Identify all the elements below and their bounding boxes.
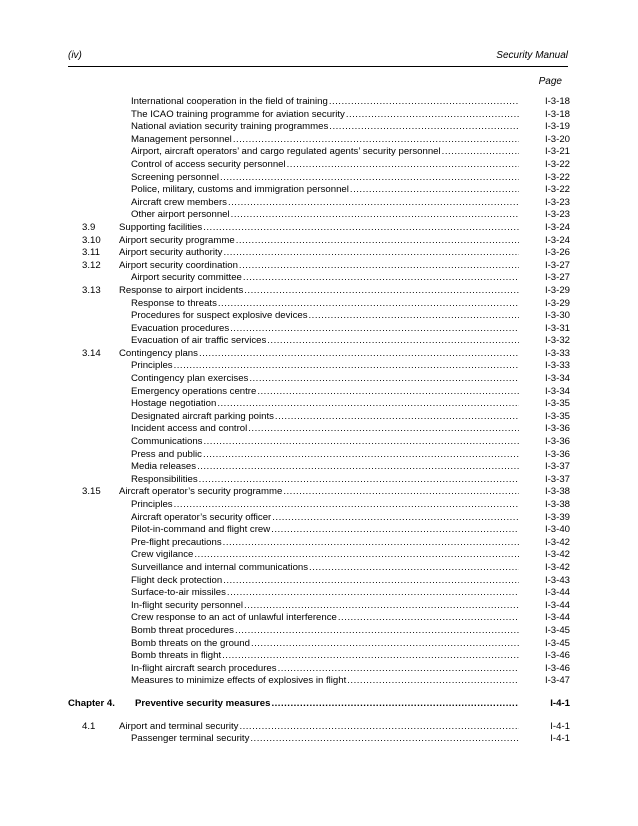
toc-entry-title: Bomb threats in flight: [131, 650, 222, 662]
toc-entry-title-line: [131, 549, 519, 562]
toc-entry-page: I-3-44: [544, 587, 570, 599]
dot-leader: [271, 524, 519, 537]
toc-entry-title-line: [131, 360, 519, 373]
toc-entry-page: I-3-33: [544, 360, 570, 372]
toc-entry-title: Pre-flight precautions: [131, 536, 222, 548]
toc-entry-number: Chapter 4.: [68, 697, 115, 709]
toc-entry-number: 3.14: [82, 347, 101, 359]
toc-entry-title-line: [131, 386, 519, 399]
dot-leader: [243, 272, 519, 285]
toc-entry-title: Airport and terminal security: [119, 720, 239, 732]
dot-leader: [194, 549, 519, 562]
toc-entry-title: Contingency plan exercises: [131, 373, 249, 385]
toc-entry-title: Screening personnel: [131, 171, 220, 183]
toc-entry-title-line: [131, 474, 519, 487]
toc-entry-title-line: [131, 159, 519, 172]
toc-entry-title-line: [131, 121, 519, 134]
dot-leader: [249, 373, 519, 386]
toc-entry-title: Airport security authority: [119, 247, 223, 259]
toc-entry-page: I-3-18: [544, 96, 570, 107]
toc-subsection-entry[interactable]: [0, 298, 638, 311]
toc-entry-title: Procedures for suspect explosive devices: [131, 310, 308, 322]
toc-entry-title: Control of access security personnel: [131, 158, 286, 170]
toc-subsection-entry[interactable]: [0, 587, 638, 600]
toc-entry-title: The ICAO training programme for aviation security: [131, 108, 345, 120]
toc-entry-title-line: [119, 348, 519, 361]
dot-leader: [346, 109, 519, 122]
toc-entry-title: Hostage negotiation: [131, 398, 217, 410]
toc-entry-page: I-3-20: [544, 133, 570, 145]
toc-entry-page: I-3-19: [544, 121, 570, 133]
toc-entry-title-line: [131, 575, 519, 588]
dot-leader: [350, 184, 519, 197]
toc-entry-title-line: [131, 172, 519, 185]
page-number-roman: (iv): [68, 50, 82, 61]
toc-entry-page: I-3-44: [544, 599, 570, 611]
toc-entry-title-line: [131, 398, 519, 411]
toc-entry-title: Police, military, customs and immigration personnel: [131, 184, 349, 196]
toc-entry-title: Airport security committee: [131, 272, 242, 284]
toc-entry-title: Flight deck protection: [131, 574, 223, 586]
toc-entry-page: I-3-45: [544, 637, 570, 649]
toc-subsection-entry[interactable]: [0, 159, 638, 172]
dot-leader: [347, 675, 519, 688]
toc-subsection-entry[interactable]: [0, 172, 638, 185]
toc-subsection-entry[interactable]: [0, 386, 638, 399]
toc-entry-title-line: [135, 698, 519, 711]
toc-entry-title: Response to threats: [131, 297, 217, 309]
toc-entry-title-line: [119, 486, 519, 499]
dot-leader: [197, 461, 519, 474]
toc-entry-page: I-3-24: [544, 234, 570, 246]
page-column-label: Page: [538, 76, 562, 87]
toc-entry-title: Contingency plans: [119, 347, 198, 359]
toc-entry-title: In-flight security personnel: [131, 599, 243, 611]
toc-entry-title-line: [131, 436, 519, 449]
toc-entry-title-line: [119, 222, 519, 235]
toc-entry-page: I-3-40: [544, 524, 570, 536]
toc-entry-page: I-3-22: [544, 158, 570, 170]
toc-entry-title-line: [131, 537, 519, 550]
toc-entry-title-line: [131, 184, 519, 197]
toc-entry-page: I-3-23: [544, 209, 570, 221]
dot-leader: [275, 411, 519, 424]
toc-subsection-entry[interactable]: [0, 96, 638, 109]
toc-entry-page: I-3-29: [544, 297, 570, 309]
toc-entry-title: Incident access and control: [131, 423, 248, 435]
dot-leader: [199, 474, 519, 487]
toc-entry-page: I-3-35: [544, 398, 570, 410]
toc-subsection-entry[interactable]: [0, 612, 638, 625]
toc-entry-title: Media releases: [131, 461, 197, 473]
toc-entry-page: I-3-34: [544, 385, 570, 397]
toc-entry-title: Measures to minimize effects of explosives in flight: [131, 675, 347, 687]
dot-leader: [223, 247, 519, 260]
toc-entry-title-line: [131, 625, 519, 638]
toc-entry-number: 3.12: [82, 259, 101, 271]
toc-entry-page: I-3-37: [544, 461, 570, 473]
toc-entry-title: Crew vigilance: [131, 549, 194, 561]
toc-entry-page: I-3-36: [544, 436, 570, 448]
dot-leader: [267, 335, 519, 348]
toc-subsection-entry[interactable]: [0, 625, 638, 638]
dot-leader: [203, 222, 519, 235]
toc-section-entry[interactable]: [0, 247, 638, 260]
toc-subsection-entry[interactable]: [0, 449, 638, 462]
toc-entry-title: Airport security programme: [119, 234, 235, 246]
toc-entry-page: I-4-1: [550, 697, 570, 709]
toc-entry-title-line: [119, 247, 519, 260]
toc-entry-title: Principles: [131, 499, 173, 510]
toc-subsection-entry[interactable]: [0, 109, 638, 122]
dot-leader: [222, 650, 519, 663]
toc-subsection-entry[interactable]: [0, 121, 638, 134]
toc-entry-page: I-4-1: [550, 720, 570, 732]
toc-subsection-entry[interactable]: [0, 675, 638, 688]
toc-subsection-entry[interactable]: [0, 146, 638, 159]
toc-entry-page: I-3-32: [544, 335, 570, 347]
toc-entry-title: In-flight aircraft search procedures: [131, 662, 277, 674]
toc-entry-title: Crew response to an act of unlawful interference: [131, 612, 337, 624]
toc-entry-title-line: [131, 638, 519, 651]
toc-subsection-entry[interactable]: [0, 411, 638, 424]
toc-chapter-entry[interactable]: [0, 698, 638, 711]
dot-leader: [233, 134, 519, 147]
toc-entry-title: Response to airport incidents: [119, 284, 244, 296]
toc-subsection-entry[interactable]: [0, 323, 638, 336]
dot-leader: [227, 587, 519, 600]
toc-subsection-entry[interactable]: [0, 209, 638, 222]
toc-entry-page: I-3-26: [544, 247, 570, 259]
toc-entry-title-line: [119, 285, 519, 298]
toc-entry-page: I-3-42: [544, 549, 570, 561]
toc-entry-number: 3.9: [82, 221, 96, 233]
dot-leader: [223, 575, 519, 588]
toc-entry-page: I-3-18: [544, 108, 570, 120]
toc-entry-title-line: [131, 733, 519, 746]
toc-entry-number: 3.15: [82, 486, 101, 498]
dot-leader: [236, 235, 519, 248]
toc-entry-title: Airport security coordination: [119, 259, 238, 271]
toc-entry-title: Aircraft operator’s security officer: [131, 511, 272, 523]
toc-entry-page: I-3-34: [544, 373, 570, 385]
toc-entry-page: I-3-42: [544, 561, 570, 573]
toc-subsection-entry[interactable]: [0, 537, 638, 550]
toc-entry-title-line: [131, 562, 519, 575]
toc-entry-title-line: [131, 109, 519, 122]
toc-entry-page: I-3-21: [544, 146, 570, 158]
dot-leader: [248, 423, 519, 436]
toc-entry-title: Airport, aircraft operators’ and cargo regulated agents’ security personnel: [131, 146, 441, 158]
toc-subsection-entry[interactable]: [0, 562, 638, 575]
toc-spacer: [0, 688, 638, 698]
toc-entry-page: I-3-36: [544, 448, 570, 460]
toc-entry-title: Responsibilities: [131, 473, 198, 485]
toc-entry-number: 3.10: [82, 234, 101, 246]
toc-entry-title: Evacuation of air traffic services: [131, 335, 267, 347]
dot-leader: [244, 285, 519, 298]
toc-entry-page: I-3-38: [544, 486, 570, 498]
dot-leader: [309, 562, 519, 575]
toc-entry-title: Passenger terminal security: [131, 733, 250, 745]
toc-entry-title: Preventive security measures: [135, 697, 271, 709]
toc-entry-page: I-3-47: [544, 675, 570, 687]
toc-entry-title-line: [131, 423, 519, 436]
toc-entry-page: I-3-33: [544, 347, 570, 359]
dot-leader: [257, 386, 519, 399]
toc-entry-title-line: [131, 650, 519, 663]
toc-entry-title-line: [131, 587, 519, 600]
running-header: [68, 50, 568, 64]
toc-subsection-entry[interactable]: [0, 499, 638, 512]
toc-entry-title-line: [131, 146, 519, 159]
toc-subsection-entry[interactable]: [0, 134, 638, 147]
toc-entry-page: I-3-29: [544, 284, 570, 296]
toc-entry-title-line: [131, 310, 519, 323]
toc-subsection-entry[interactable]: [0, 184, 638, 197]
toc-entry-title-line: [119, 721, 519, 734]
toc-entry-title-line: [131, 663, 519, 676]
toc-subsection-entry[interactable]: [0, 373, 638, 386]
toc-subsection-entry[interactable]: [0, 650, 638, 663]
dot-leader: [442, 146, 519, 159]
toc-entry-page: I-3-39: [544, 511, 570, 523]
toc-subsection-entry[interactable]: [0, 549, 638, 562]
dot-leader: [329, 121, 519, 134]
toc-entry-title-line: [131, 373, 519, 386]
toc-entry-page: I-3-35: [544, 410, 570, 422]
dot-leader: [278, 663, 519, 676]
toc-entry-title: Other airport personnel: [131, 209, 230, 221]
toc-entry-page: I-3-37: [544, 473, 570, 485]
dot-leader: [230, 323, 519, 336]
dot-leader: [250, 733, 519, 746]
toc-entry-title-line: [119, 260, 519, 273]
toc-entry-page: I-3-43: [544, 574, 570, 586]
header-rule: [68, 66, 568, 67]
dot-leader: [251, 638, 519, 651]
dot-leader: [220, 172, 519, 185]
toc-entry-title: Aircraft crew members: [131, 196, 227, 208]
toc-entry-title-line: [131, 134, 519, 147]
toc-section-entry[interactable]: [0, 721, 638, 734]
toc-entry-title-line: [131, 411, 519, 424]
toc-subsection-entry[interactable]: [0, 272, 638, 285]
toc-entry-page: I-3-27: [544, 272, 570, 284]
toc-entry-page: I-3-30: [544, 310, 570, 322]
toc-entry-title-line: [131, 600, 519, 613]
toc-subsection-entry[interactable]: [0, 360, 638, 373]
toc-section-entry[interactable]: [0, 260, 638, 273]
toc-section-entry[interactable]: [0, 285, 638, 298]
toc-entry-page: I-3-46: [544, 650, 570, 662]
toc-subsection-entry[interactable]: [0, 512, 638, 525]
toc-subsection-entry[interactable]: [0, 733, 638, 746]
toc-entry-page: I-4-1: [550, 733, 570, 745]
dot-leader: [244, 600, 519, 613]
toc-subsection-entry[interactable]: [0, 197, 638, 210]
toc-entry-title-line: [131, 209, 519, 222]
toc-subsection-entry[interactable]: [0, 461, 638, 474]
toc-entry-title-line: [131, 197, 519, 210]
table-of-contents: [0, 96, 638, 746]
toc-entry-title-line: [131, 512, 519, 525]
toc-entry-title: Bomb threat procedures: [131, 624, 234, 636]
dot-leader: [203, 449, 519, 462]
toc-entry-title-line: [131, 298, 519, 311]
document-title: Security Manual: [496, 50, 568, 61]
dot-leader: [228, 197, 519, 210]
toc-entry-title: Emergency operations centre: [131, 385, 257, 397]
dot-leader: [239, 721, 519, 734]
toc-entry-title: Management personnel: [131, 133, 232, 145]
toc-entry-page: I-3-36: [544, 423, 570, 435]
dot-leader: [287, 159, 519, 172]
dot-leader: [239, 260, 519, 273]
toc-entry-page: I-3-22: [544, 171, 570, 183]
toc-entry-page: I-3-42: [544, 536, 570, 548]
toc-entry-title: Bomb threats on the ground: [131, 637, 250, 649]
toc-entry-title-line: [131, 335, 519, 348]
toc-section-entry[interactable]: [0, 486, 638, 499]
toc-entry-title: Pilot-in-command and flight crew: [131, 524, 271, 536]
toc-entry-title: National aviation security training programmes: [131, 121, 329, 133]
dot-leader: [309, 310, 519, 323]
toc-entry-title-line: [119, 235, 519, 248]
toc-entry-title-line: [131, 449, 519, 462]
toc-entry-page: I-3-46: [544, 662, 570, 674]
toc-entry-title: Principles: [131, 360, 173, 372]
toc-section-entry[interactable]: [0, 235, 638, 248]
toc-entry-page: I-3-44: [544, 612, 570, 624]
toc-entry-page: I-3-22: [544, 184, 570, 196]
toc-entry-title: Communications: [131, 436, 203, 448]
dot-leader: [231, 209, 519, 222]
toc-entry-title-line: [131, 499, 519, 512]
dot-leader: [217, 398, 519, 411]
toc-entry-page: I-3-38: [544, 499, 570, 510]
toc-entry-number: 3.13: [82, 284, 101, 296]
toc-subsection-entry[interactable]: [0, 398, 638, 411]
toc-entry-title: Evacuation procedures: [131, 322, 230, 334]
toc-subsection-entry[interactable]: [0, 423, 638, 436]
toc-subsection-entry[interactable]: [0, 335, 638, 348]
toc-subsection-entry[interactable]: [0, 524, 638, 537]
toc-subsection-entry[interactable]: [0, 600, 638, 613]
toc-entry-number: 3.11: [82, 247, 100, 259]
toc-spacer: [0, 711, 638, 721]
dot-leader: [338, 612, 519, 625]
toc-entry-number: 4.1: [82, 720, 96, 732]
toc-entry-page: I-3-31: [544, 322, 570, 334]
toc-subsection-entry[interactable]: [0, 663, 638, 676]
dot-leader: [199, 348, 519, 361]
dot-leader: [271, 698, 519, 711]
toc-entry-title-line: [131, 323, 519, 336]
toc-entry-title-line: [131, 96, 519, 109]
toc-entry-title: Aircraft operator’s security programme: [119, 486, 283, 498]
toc-entry-page: I-3-27: [544, 259, 570, 271]
toc-entry-title: International cooperation in the field of training: [131, 96, 328, 107]
dot-leader: [174, 499, 519, 512]
toc-section-entry[interactable]: [0, 222, 638, 235]
toc-subsection-entry[interactable]: [0, 310, 638, 323]
toc-entry-page: I-3-24: [544, 221, 570, 233]
dot-leader: [329, 96, 519, 109]
toc-subsection-entry[interactable]: [0, 575, 638, 588]
toc-entry-title-line: [131, 272, 519, 285]
toc-entry-title: Surface-to-air missiles: [131, 587, 226, 599]
toc-entry-title: Surveillance and internal communications: [131, 561, 309, 573]
toc-entry-title: Designated aircraft parking points: [131, 410, 274, 422]
toc-entry-title-line: [131, 461, 519, 474]
dot-leader: [218, 298, 519, 311]
toc-entry-title-line: [131, 524, 519, 537]
dot-leader: [203, 436, 519, 449]
toc-entry-page: I-3-45: [544, 624, 570, 636]
dot-leader: [283, 486, 519, 499]
toc-entry-page: I-3-23: [544, 196, 570, 208]
toc-section-entry[interactable]: [0, 348, 638, 361]
toc-subsection-entry[interactable]: [0, 474, 638, 487]
dot-leader: [235, 625, 519, 638]
toc-entry-title-line: [131, 612, 519, 625]
toc-entry-title: Supporting facilities: [119, 221, 203, 233]
dot-leader: [272, 512, 519, 525]
toc-entry-title-line: [131, 675, 519, 688]
dot-leader: [174, 360, 519, 373]
toc-entry-title: Press and public: [131, 448, 202, 460]
dot-leader: [223, 537, 519, 550]
toc-subsection-entry[interactable]: [0, 638, 638, 651]
toc-subsection-entry[interactable]: [0, 436, 638, 449]
